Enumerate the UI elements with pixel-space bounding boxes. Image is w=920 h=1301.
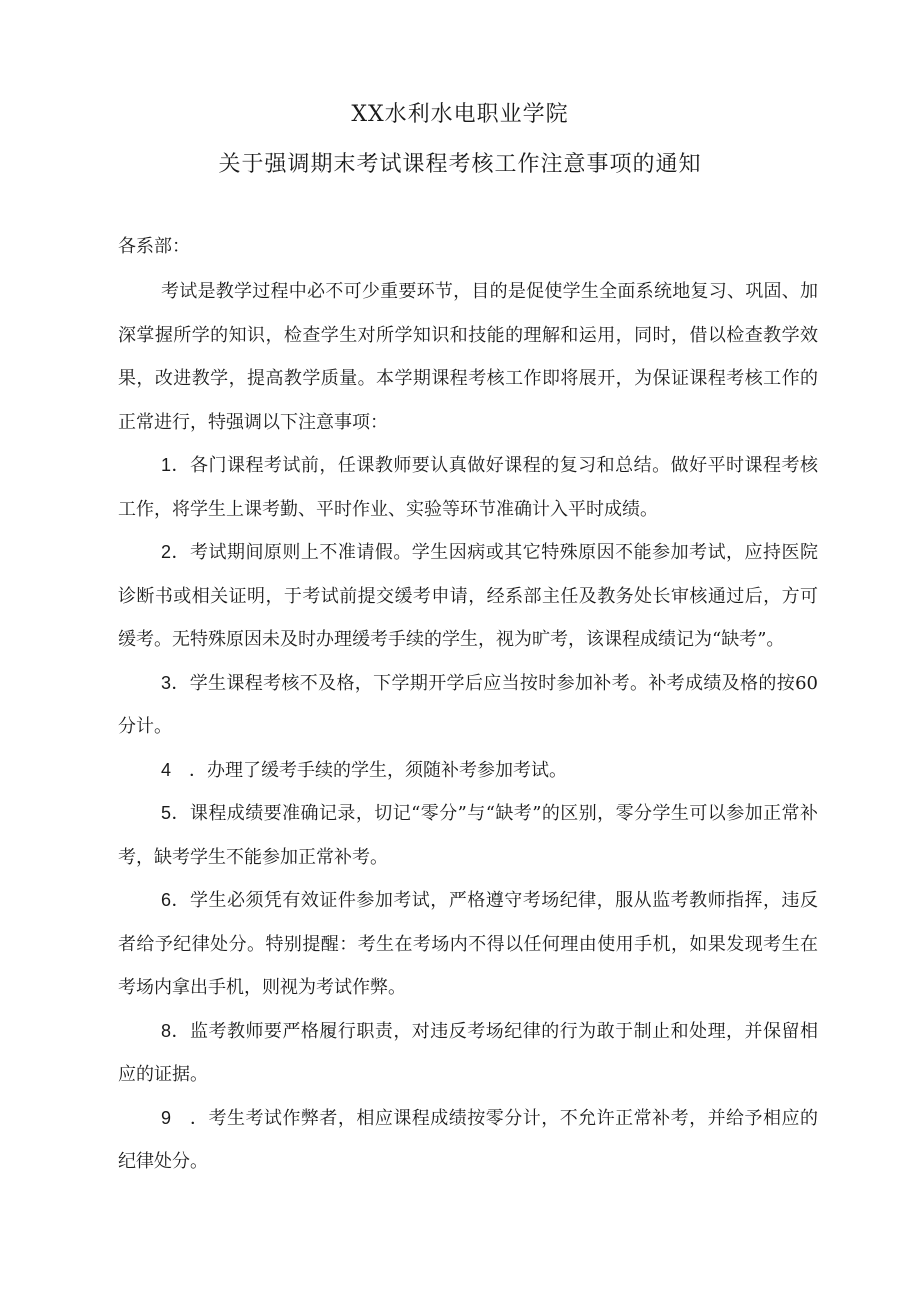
item-number: 2	[161, 542, 172, 562]
item-number: 6	[161, 890, 172, 910]
item-text: ．各门课程考试前，任课教师要认真做好课程的复习和总结。做好平时课程考核工作，将学生上课考勤、平时作业、实验等环节准确计入平时成绩。	[118, 455, 818, 520]
document-title-institution: XX水利水电职业学院	[351, 102, 569, 127]
notice-item-8	[118, 1010, 818, 1097]
item-text: ．课程成绩要准确记录，切记“零分”与“缺考”的区别，零分学生可以参加正常补考，缺考学生不能参加正常补考。	[118, 803, 818, 868]
item-text: ．学生课程考核不及格，下学期开学后应当按时参加补考。补考成绩及格的按60分计。	[118, 672, 818, 737]
item-text: ．考试期间原则上不准请假。学生因病或其它特殊原因不能参加考试，应持医院诊断书或相关证明，于考试前提交缓考申请，经系部主任及教务处长审核通过后，方可缓考。无特殊原因未及时办理缓考手续的学生，视为旷考，该课程成绩记为“缺考”。	[118, 542, 818, 650]
item-number: 3	[161, 672, 172, 693]
item-text: ．考生考试作弊者，相应课程成绩按零分计，不允许正常补考，并给予相应的纪律处分。	[118, 1107, 818, 1172]
item-number: 5	[161, 803, 172, 823]
item-number: 1	[161, 455, 172, 475]
item-text: ．办理了缓考手续的学生，须随补考参加考试。	[171, 759, 568, 781]
notice-item-9	[118, 1097, 818, 1184]
item-number: 4	[161, 759, 172, 780]
notice-item-5	[118, 792, 818, 879]
salutation: 各系部：	[118, 236, 190, 257]
notice-item-4	[118, 749, 818, 793]
item-number: 9	[161, 1107, 172, 1128]
item-number: 8	[161, 1020, 172, 1041]
notice-item-6	[118, 879, 818, 1010]
notice-item-2	[118, 531, 818, 662]
item-text: ．学生必须凭有效证件参加考试，严格遵守考场纪律，服从监考教师指挥，违反者给予纪律处分。特别提醒：考生在考场内不得以任何理由使用手机，如果发现考生在考场内拿出手机，则视为考试作弊。	[118, 890, 818, 998]
intro-paragraph: 考试是教学过程中必不可少重要环节，目的是促使学生全面系统地复习、巩固、加深掌握所学的知识，检查学生对所学知识和技能的理解和运用，同时，借以检查教学效果，改进教学，提高教学质量。本学期课程考核工作即将展开，为保证课程考核工作的正常进行，特强调以下注意事项：	[118, 281, 818, 433]
notice-item-1	[118, 444, 818, 531]
notice-item-3	[118, 662, 818, 749]
document-body	[118, 270, 818, 1184]
item-text: ．监考教师要严格履行职责，对违反考场纪律的行为敢于制止和处理，并保留相应的证据。	[118, 1020, 818, 1085]
document-title-notice: 关于强调期末考试课程考核工作注意事项的通知	[218, 152, 702, 177]
